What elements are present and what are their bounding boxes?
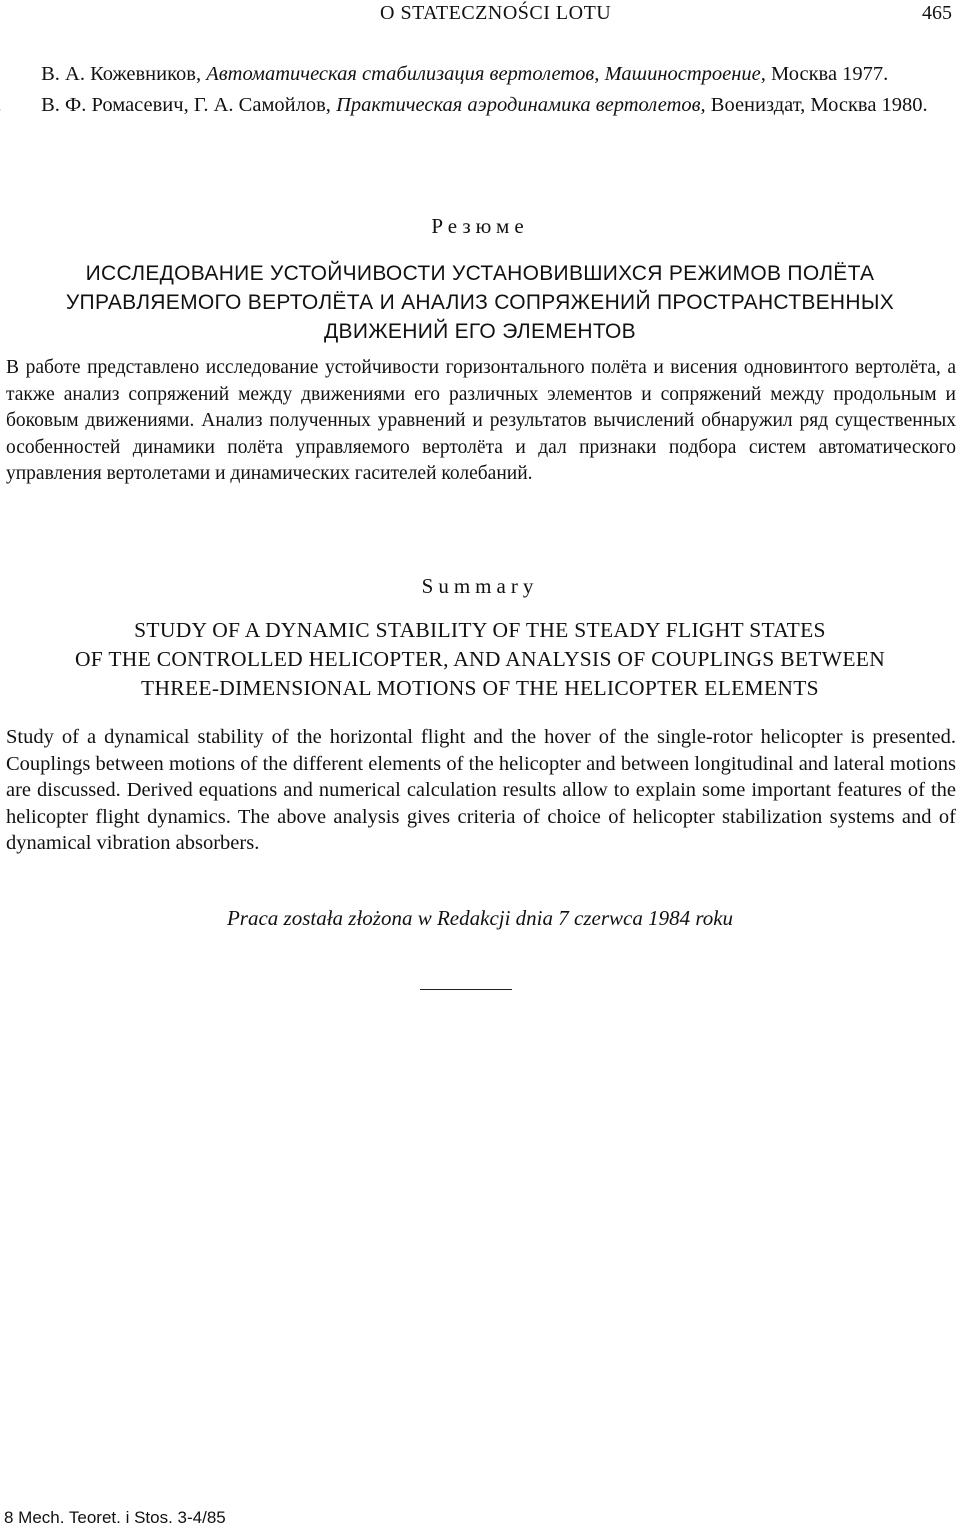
resume-heading: Резюме [431, 214, 529, 238]
reference-rest: Воениздат, Москва 1980. [710, 94, 928, 116]
reference-title: Практическая аэродинамика вертолетов, [336, 94, 706, 116]
reference-authors: В. Ф. Ромасевич, Г. А. Самойлов, [41, 94, 331, 116]
reference-number [6, 62, 36, 87]
running-header [0, 2, 960, 28]
reference-item [6, 93, 956, 118]
summary-heading: Summary [421, 574, 539, 598]
reference-rest: Москва 1977. [771, 63, 889, 85]
reference-journal: Машиностроение, [604, 63, 766, 85]
end-rule [420, 989, 512, 990]
summary-title-line: THREE-DIMENSIONAL MOTIONS OF THE HELICOPTER ELEMENTS [141, 676, 819, 700]
summary-title-line: STUDY OF A DYNAMIC STABILITY OF THE STEADY FLIGHT STATES [134, 618, 826, 642]
reference-title: Автоматическая стабилизация вертолетов, [206, 63, 600, 85]
page-number: 465 [922, 2, 952, 24]
reference-list [6, 62, 956, 124]
resume-body: В работе представлено исследование устойчивости горизонтального полёта и висения одновинтого вертолёта, а также анализ сопряжений между движениями его различных элементов и сопряжений между продольным и боковым движениями. Анализ полученных уравнений и результатов вычислений обнаружил ряд существенных особенностей динамики полёта управляемого вертолёта и дал признаки подбора систем автоматического управления вертолетами и динамических гасителей колебаний. [6, 357, 956, 484]
reference-item [6, 62, 956, 87]
received-note: Praca została złożona w Redakcji dnia 7 czerwca 1984 roku [226, 906, 734, 930]
running-title: O STATECZNOŚCI LOTU [380, 2, 612, 24]
reference-number [6, 93, 36, 118]
page-footer: 8 Mech. Teoret. i Stos. 3-4/85 [4, 1508, 226, 1527]
summary-body: Study of a dynamical stability of the horizontal flight and the hover of the single-rotor helicopter is presented. Couplings between motions of the different elements of the helicopter and between longitudinal and lateral motions are discussed. Derived equations and numerical calculation results allow to explain some important features of the helicopter flight dynamics. The above analysis gives criteria of choice of helicopter stabilization systems and of dynamical vibration absorbers. [6, 726, 956, 854]
summary-title-line: OF THE CONTROLLED HELICOPTER, AND ANALYSIS OF COUPLINGS BETWEEN [74, 647, 886, 671]
summary-title [0, 616, 960, 703]
resume-title-line: УПРАВЛЯЕМОГО ВЕРТОЛЁТА И АНАЛИЗ СОПРЯЖЕНИЙ ПРОСТРАНСТВЕННЫХ [65, 291, 895, 314]
resume-title-line: ИССЛЕДОВАНИЕ УСТОЙЧИВОСТИ УСТАНОВИВШИХСЯ РЕЖИМОВ ПОЛЁТА [85, 262, 875, 285]
resume-title [0, 259, 960, 346]
resume-title-line: ДВИЖЕНИЙ ЕГО ЭЛЕМЕНТОВ [324, 320, 636, 343]
reference-authors: В. А. Кожевников, [41, 63, 202, 85]
